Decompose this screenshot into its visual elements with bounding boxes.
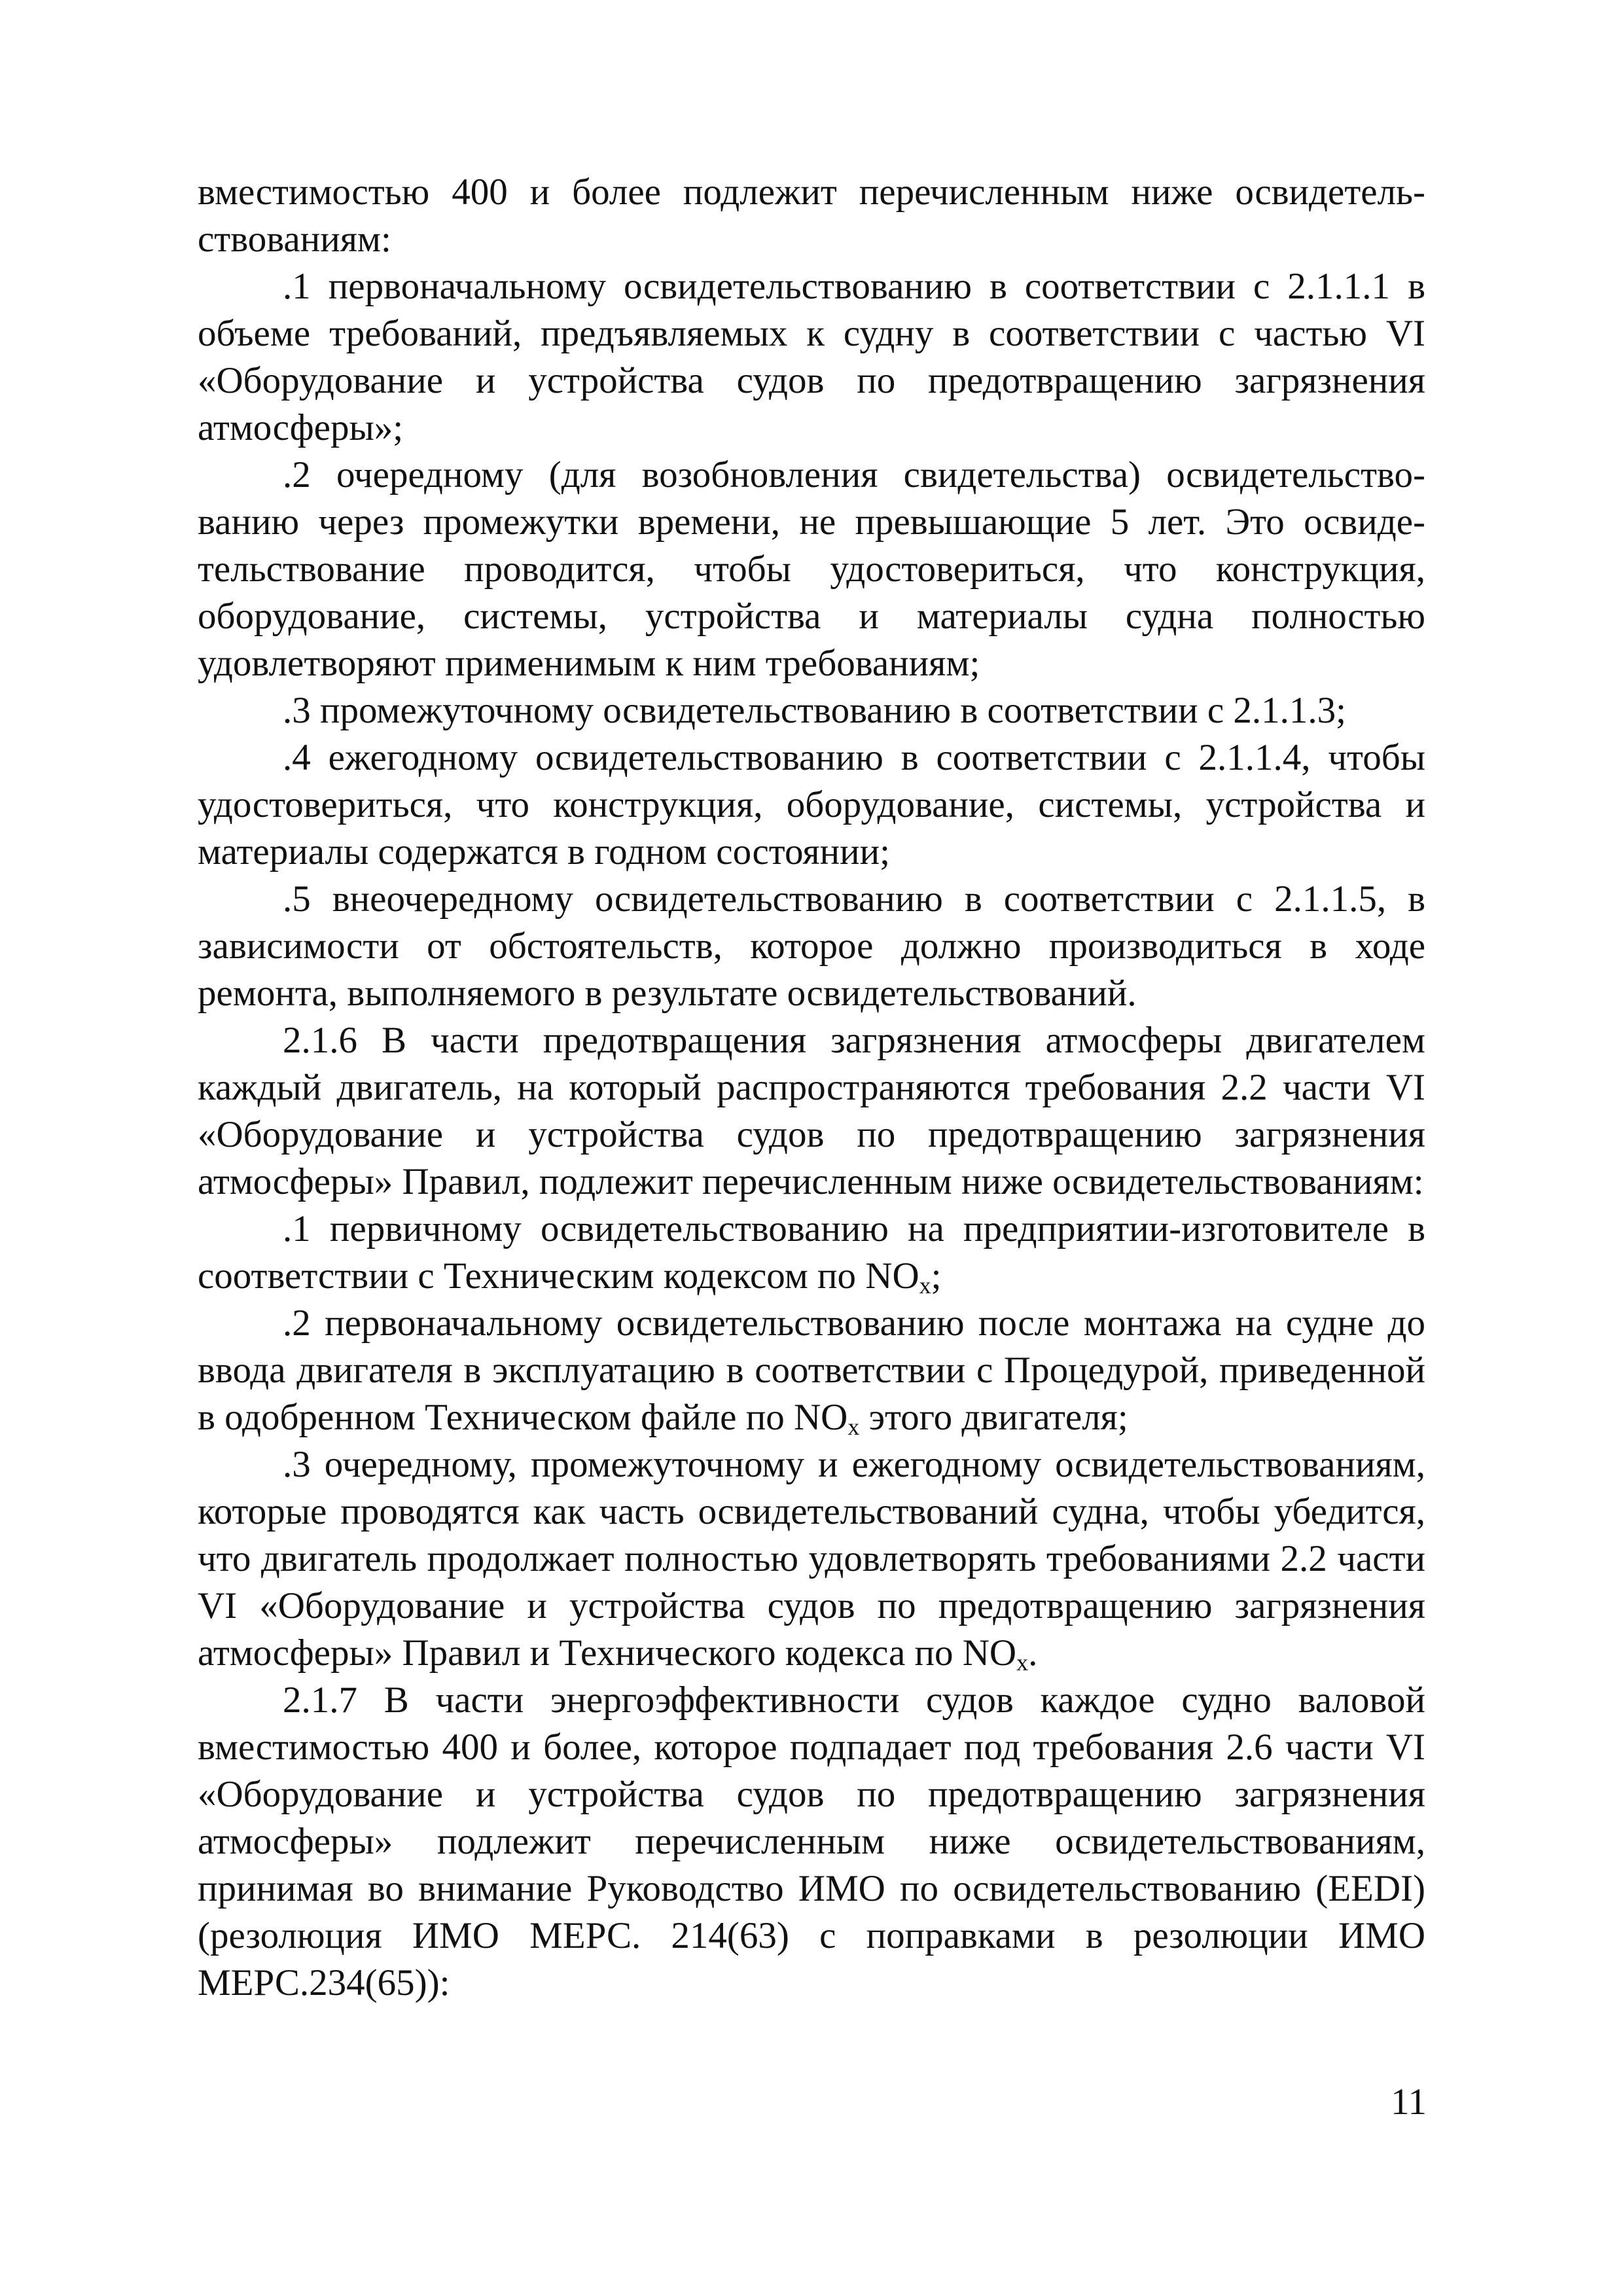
item-number: .5 xyxy=(283,878,311,920)
paragraph-2-1-6-item-3 xyxy=(198,1441,1425,1677)
paragraph-2-1-6-item-1 xyxy=(198,1206,1425,1300)
paragraph-intro-tail xyxy=(198,169,1425,263)
item-number: .2 xyxy=(283,1302,311,1344)
paragraph-text: ежегодному освидетельствованию в соответствии с 2.1.1.4, чтобы удостовериться, что конструкция, оборудование, системы, устройства и материалы содержатся в годном состоянии; xyxy=(198,737,1425,872)
paragraph-item-2 xyxy=(198,452,1425,687)
paragraph-item-4 xyxy=(198,734,1425,876)
page-number: 11 xyxy=(1391,2081,1427,2123)
paragraph-item-5 xyxy=(198,876,1425,1017)
paragraph-item-1 xyxy=(198,263,1425,452)
paragraph-text: очередному, промежуточному и ежегодному освидетельствованиям, которые проводятся как часть освидетельствований судна, чтобы убедится, что двигатель продолжает полностью удовлетворять требованиями 2.2 части VI «Оборудование и устройства судов по предотвращению загрязнения атмосферы» Правил и Технического кодекса по NO xyxy=(198,1444,1425,1674)
item-number: .4 xyxy=(283,737,311,778)
paragraph-text: В части энергоэффективности судов каждое судно валовой вместимостью 400 и более, которое подпадает под требования 2.6 части VI «Оборудование и устройства судов по предотвращению загрязнения атмосферы» подлежит перечисленным ниже освидетельствованиям, принимая во внимание Руководство ИМО по освидетельствованию (EEDI) (резолюция ИМО МЕРС. 214(63) с поправками в резолюции ИМО МЕРС.234(65)): xyxy=(198,1679,1425,2003)
paragraph-section-2-1-6 xyxy=(198,1017,1425,1206)
paragraph-2-1-6-item-2 xyxy=(198,1300,1425,1441)
paragraph-text: В части предотвращения загрязнения атмосферы двигателем каждый двигатель, на который распространяются требования 2.2 части VI «Оборудование и устройства судов по предотвращению загрязнения атмосферы» Правил, подлежит перечисленным ниже освидетельствованиям: xyxy=(198,1020,1425,1202)
subscript-x: x xyxy=(847,1414,860,1440)
paragraph-text-after: . xyxy=(1028,1632,1038,1674)
paragraph-text: промежуточному освидетельствованию в соответствии с 2.1.1.3; xyxy=(310,690,1347,731)
subscript-x: x xyxy=(919,1272,931,1299)
paragraph-text: первоначальному освидетельствованию после монтажа на судне до ввода двигателя в эксплуатацию в соответствии с Процедурой, приведенной в одобренном Техническом файле по NO xyxy=(198,1302,1425,1438)
paragraph-text-after: этого двигателя; xyxy=(859,1397,1128,1438)
paragraph-text: вместимостью 400 и более подлежит перечисленным ниже освидетельствованиям: xyxy=(198,171,1425,260)
item-number: .3 xyxy=(283,1444,311,1485)
item-number: .2 xyxy=(283,454,311,495)
section-number: 2.1.7 xyxy=(283,1679,357,1721)
paragraph-text: очередному (для возобновления свидетельства) освидетельствованию через промежутки времени, не превышающие 5 лет. Это освидетельствование проводится, чтобы удостовериться, что конструкция, оборудование, системы, устройства и материалы судна полностью удовлетворяют применимым к ним требованиям; xyxy=(198,454,1425,684)
item-number: .3 xyxy=(283,690,311,731)
section-number: 2.1.6 xyxy=(283,1020,357,1061)
paragraph-text: первоначальному освидетельствованию в соответствии с 2.1.1.1 в объеме требований, предъявляемых к судну в соответствии с частью VI «Оборудование и устройства судов по предотвращению загрязнения атмосферы»; xyxy=(198,266,1425,448)
item-number: .1 xyxy=(283,266,311,307)
paragraph-text: первичному освидетельствованию на предприятии-изготовителе в соответствии с Техническим кодексом по NO xyxy=(198,1208,1425,1297)
paragraph-item-3 xyxy=(198,687,1425,734)
paragraph-section-2-1-7 xyxy=(198,1677,1425,2007)
paragraph-text-after: ; xyxy=(931,1255,942,1297)
item-number: .1 xyxy=(283,1208,311,1249)
subscript-x: x xyxy=(1016,1649,1029,1676)
paragraph-text: внеочередному освидетельствованию в соответствии с 2.1.1.5, в зависимости от обстоятельств, которое должно производиться в ходе ремонта, выполняемого в результате освидетельствований. xyxy=(198,878,1425,1014)
document-body xyxy=(198,169,1425,2007)
